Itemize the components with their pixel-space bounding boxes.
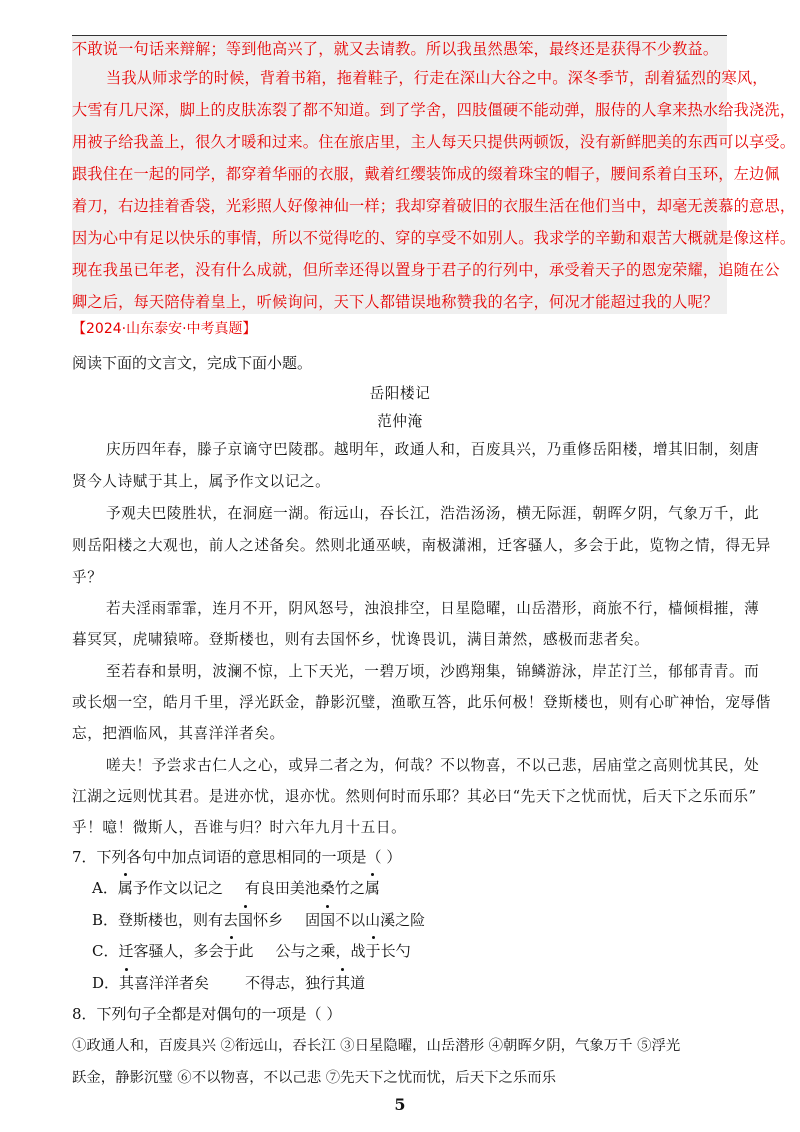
translation-line: 大雪有几尺深，脚上的皮肤冻裂了都不知道。到了学舍，四肢僵硬不能动弹，服侍的人拿来热水给我浇洗，	[72, 101, 796, 119]
option-text: 此	[238, 942, 254, 960]
essay-line: 乎？	[72, 569, 103, 586]
essay-author: 范仲淹	[377, 413, 423, 430]
translation-line: 不敢说一句话来辩解；等到他高兴了，就又去请教。所以我虽然愚笨，最终还是获得不少教益。	[72, 40, 719, 58]
question-7-option-a[interactable]	[92, 877, 380, 898]
essay-line: 暮冥冥，虎啸猿啼。登斯楼也，则有去国怀乡，忧谗畏讥，满目萧然，感极而悲者矣。	[72, 631, 650, 648]
question-7-option-d[interactable]	[92, 972, 365, 993]
translation-line: 现在我虽已年老，没有什么成就，但所幸还得以置身于君子的行列中，承受着天子的恩宠荣耀，追随在公	[72, 261, 780, 279]
question-8-items-line: 跃金，静影沉璧 ⑥不以物喜，不以己悲 ⑦先天下之忧而忧，后天下之乐而乐	[72, 1070, 557, 1086]
translation-line: 跟我住在一起的同学，都穿着华丽的衣服，戴着红缨装饰成的缀着珠宝的帽子，腰间系着白玉环，左边佩	[72, 165, 780, 183]
option-label: B．	[92, 911, 119, 929]
option-label: A．	[92, 879, 118, 897]
essay-line: 若夫淫雨霏霏，连月不开，阴风怒号，浊浪排空，日星隐曜，山岳潜形，商旅不行，樯倾楫摧，薄	[106, 600, 760, 617]
option-text: 道	[350, 974, 366, 992]
option-text: 有良田美池桑竹之	[244, 879, 365, 897]
option-text: 怀乡	[253, 911, 284, 929]
dotted-word: 属	[117, 879, 133, 897]
option-text: 喜洋洋者矣	[134, 974, 210, 992]
option-label: C．	[92, 942, 119, 960]
option-text: 登斯楼也，则有去	[118, 911, 239, 929]
translation-line: 当我从师求学的时候，背着书箱，拖着鞋子，行走在深山大谷之中。深冬季节，刮着猛烈的寒风，	[106, 69, 768, 87]
option-text: 不以山溪之险	[335, 911, 426, 929]
option-text: 长勺	[380, 942, 411, 960]
dotted-word: 国	[320, 911, 336, 929]
essay-line: 至若春和景明，波澜不惊，上下天光，一碧万顷，沙鸥翔集，锦鳞游泳，岸芷汀兰，郁郁青青。而	[106, 663, 760, 680]
essay-line: 江湖之远则忧其君。是进亦忧，退亦忧。然则何时而乐耶？其必曰“先天下之忧而忧，后天下之乐而乐”	[72, 788, 757, 805]
essay-line: 或长烟一空，皓月千里，浮光跃金，静影沉璧，渔歌互答，此乐何极！登斯楼也，则有心旷神怡，宠辱偕	[72, 694, 771, 711]
dotted-word: 其	[335, 974, 351, 992]
essay-line: 嗟夫！予尝求古仁人之心，或异二者之为，何哉？不以物喜，不以己悲，居庙堂之高则忧其民，处	[106, 757, 760, 774]
essay-line: 忘，把酒临风，其喜洋洋者矣。	[72, 725, 285, 742]
question-7-option-c[interactable]	[92, 940, 411, 961]
option-label: D．	[92, 974, 120, 992]
essay-line: 乎！噫！微斯人，吾谁与归？时六年九月十五日。	[72, 819, 407, 836]
question-7-option-b[interactable]	[92, 909, 425, 930]
source-tag: 【2024·山东泰安·中考真题】	[72, 321, 257, 337]
essay-line: 庆历四年春，滕子京谪守巴陵郡。越明年，政通人和，百废具兴，乃重修岳阳楼，增其旧制，刻唐	[106, 441, 760, 458]
dotted-word: 其	[119, 974, 135, 992]
option-text: 公与之乘，战	[275, 942, 366, 960]
dotted-word: 属	[364, 879, 380, 897]
essay-line: 贤今人诗赋于其上，属予作文以记之。	[72, 473, 331, 490]
question-8-items-line: ①政通人和，百废具兴 ②衔远山，吞长江 ③日星隐曜，山岳潜形 ④朝晖夕阴，气象万千 ⑤浮光	[72, 1038, 681, 1054]
option-text: 固	[305, 911, 321, 929]
essay-line: 则岳阳楼之大观也，前人之述备矣。然则北通巫峡，南极潇湘，迁客骚人，多会于此，览物之情，得无异	[72, 537, 771, 554]
dotted-word: 国	[238, 911, 254, 929]
translation-line: 着刀，右边挂着香袋，光彩照人好像神仙一样；我却穿着破旧的衣服生活在他们当中，却毫无羡慕的意思，	[72, 197, 796, 215]
page-number: 5	[394, 1095, 406, 1114]
option-text: 予作文以记之	[132, 879, 223, 897]
dotted-word: 于	[223, 942, 239, 960]
translation-line: 因为心中有足以快乐的事情，所以不觉得吃的、穿的享受不如别人。我求学的辛勤和艰苦大概就是像这样。	[72, 229, 796, 247]
dotted-word: 于	[365, 942, 381, 960]
option-text: 不得志，独行	[245, 974, 336, 992]
essay-line: 予观夫巴陵胜状，在洞庭一湖。衔远山，吞长江，浩浩汤汤，横无际涯，朝晖夕阴，气象万千，此	[106, 505, 760, 522]
essay-title: 岳阳楼记	[369, 385, 431, 402]
question-7-stem: 7．下列各句中加点词语的意思相同的一项是（ ）	[72, 848, 402, 866]
translation-line: 卿之后，每天陪侍着皇上，听候询问，天下人都错误地称赞我的名字，何况才能超过我的人呢？	[72, 293, 719, 311]
instruction: 阅读下面的文言文，完成下面小题。	[72, 354, 313, 372]
translation-line: 用被子给我盖上，很久才暖和过来。住在旅店里，主人每天只提供两顿饭，没有新鲜肥美的东西可以享受。	[72, 133, 796, 151]
question-8-stem: 8．下列句子全都是对偶句的一项是（ ）	[72, 1005, 342, 1023]
option-text: 迁客骚人，多会	[118, 942, 224, 960]
